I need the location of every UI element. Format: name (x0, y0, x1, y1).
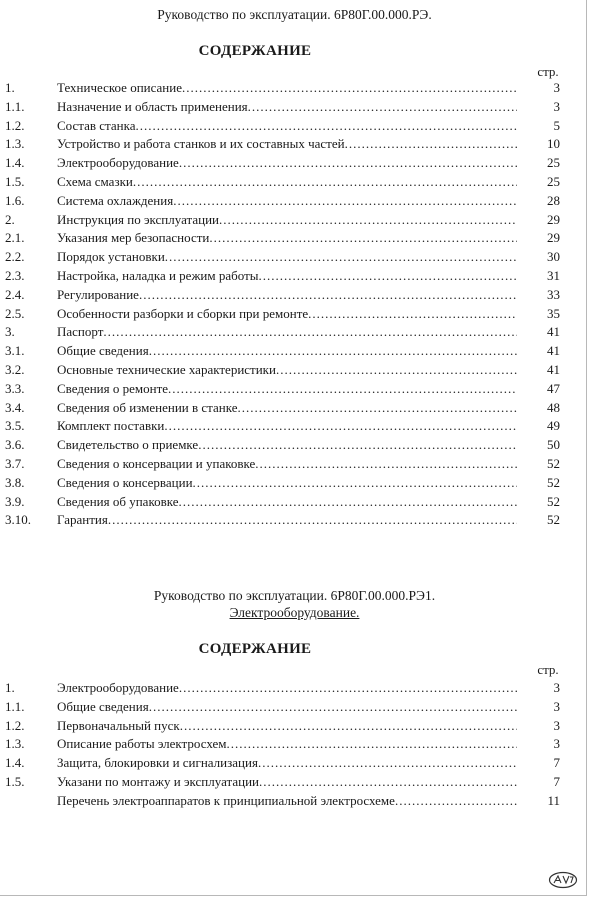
toc-entry-page: 31 (547, 267, 560, 283)
toc-entry-number: 1.4. (5, 755, 25, 771)
contents-heading: СОДЕРЖАНИЕ (198, 43, 312, 59)
toc-entry-number: 1.1. (5, 98, 25, 114)
toc-entry-number: 1.6. (5, 192, 25, 208)
toc-entry-title (57, 361, 517, 380)
toc-entry-page: 48 (547, 399, 560, 415)
toc-entry (0, 173, 589, 192)
toc-entry-title (57, 511, 517, 530)
toc-entry-page: 3 (553, 736, 560, 752)
toc-entry-page: 7 (553, 755, 560, 771)
toc-entry-page: 25 (547, 155, 560, 171)
toc-entry-title-text: Сведения об упаковке (57, 493, 179, 509)
toc-entry-number: 3.6. (5, 437, 25, 453)
toc-entry-title-text: Перечень электроаппаратов к принципиальной электросхеме (57, 792, 395, 808)
toc-entry (0, 305, 589, 324)
toc-entry-number: 2.1. (5, 230, 25, 246)
toc-entry-page: 41 (547, 324, 560, 340)
toc-entry-title (57, 754, 517, 773)
toc-entry-title-text: Комплект поставки (57, 418, 165, 434)
toc-entry-page: 10 (547, 136, 560, 152)
toc-entry-number: 2.2. (5, 249, 25, 265)
toc-entry-title-text: Паспорт (57, 324, 104, 340)
manual-title: Руководство по эксплуатации. 6Р80Г.00.000.РЭ. (157, 7, 432, 22)
toc-entry-title-text: Гарантия (57, 512, 108, 528)
toc-entry (0, 493, 589, 512)
toc-entry-number: 1. (5, 80, 15, 95)
toc-entry (0, 717, 589, 736)
manual-title-electrical: Руководство по эксплуатации. 6Р80Г.00.000.РЭ1. (153, 588, 436, 603)
toc-entry-number: 1.3. (5, 736, 25, 752)
toc-entry-title (57, 698, 517, 717)
toc-entry-page: 30 (547, 249, 560, 265)
toc-entry-title (57, 229, 517, 248)
toc-entry-number: 2.5. (5, 305, 25, 321)
toc-entry-title-text: Инструкция по эксплуатации (57, 211, 219, 227)
toc-entry-title-text: Схема смазки (57, 173, 133, 189)
toc-entry-title-text: Защита, блокировки и сигнализация (57, 755, 258, 771)
toc-entry-title (57, 192, 517, 211)
toc-entry-title (57, 493, 517, 512)
toc-entry-title (57, 717, 517, 736)
toc-entry-page: 3 (553, 717, 560, 733)
toc-entry (0, 117, 589, 136)
toc-entry-number: 1.5. (5, 773, 25, 789)
toc-entry-title-text: Общие сведения (57, 343, 149, 359)
toc-entry (0, 679, 589, 698)
toc-entry-title (57, 735, 517, 754)
toc-entry (0, 436, 589, 455)
toc-entry-title (57, 79, 517, 98)
toc-entry-title-text: Сведения об изменении в станке (57, 399, 238, 415)
toc-entry-title-text: Описание работы электросхем (57, 736, 227, 752)
toc-entry-page: 3 (553, 80, 560, 95)
toc-entry-title-text: Техническое описание (57, 80, 182, 95)
toc-entry (0, 154, 589, 173)
toc-entry-title (57, 773, 517, 792)
toc-entry (0, 79, 589, 98)
toc-entry-page: 11 (547, 792, 560, 808)
toc-entry-page: 52 (547, 474, 560, 490)
toc-entry (0, 792, 589, 811)
toc-entry-number: 1.1. (5, 698, 25, 714)
toc-entry-title (57, 455, 517, 474)
toc-entry-title-text: Электрооборудование (57, 155, 179, 171)
toc-entry-title-text: Система охлаждения (57, 192, 174, 208)
toc-entry-title-text: Указания мер безопасности (57, 230, 210, 246)
toc-entry (0, 474, 589, 493)
toc-entry-number: 3. (5, 324, 15, 340)
toc-entry (0, 211, 589, 230)
toc-entry (0, 192, 589, 211)
toc-entry-number: 1.5. (5, 173, 25, 189)
toc-entry-number: 3.3. (5, 380, 25, 396)
toc-entry-number: 3.8. (5, 474, 25, 490)
toc-entry (0, 399, 589, 418)
toc-entry-title (57, 342, 517, 361)
toc-entry (0, 286, 589, 305)
toc-entry-title (57, 323, 517, 342)
table-of-contents (0, 79, 589, 530)
toc-entry-title-text: Особенности разборки и сборки при ремонте (57, 305, 309, 321)
toc-entry-title (57, 474, 517, 493)
toc-entry-number: 3.1. (5, 343, 25, 359)
toc-entry (0, 511, 589, 530)
toc-entry-title-text: Общие сведения (57, 698, 149, 714)
toc-entry-title (57, 267, 517, 286)
toc-entry-page: 33 (547, 286, 560, 302)
manual-subtitle-electrical: Электрооборудование. (229, 605, 360, 620)
toc-entry-page: 52 (547, 512, 560, 528)
toc-entry-title (57, 173, 517, 192)
toc-entry-number: 2. (5, 211, 15, 227)
toc-entry-page: 5 (553, 117, 560, 133)
toc-entry-title (57, 135, 517, 154)
toc-entry-title-text: Электрооборудование (57, 680, 179, 695)
toc-entry-page: 25 (547, 173, 560, 189)
toc-entry-number: 1. (5, 680, 15, 695)
toc-entry-page: 3 (553, 680, 560, 695)
toc-entry-title-text: Сведения о консервации и упаковке (57, 455, 256, 471)
toc-entry (0, 248, 589, 267)
toc-entry-page: 41 (547, 343, 560, 359)
toc-entry (0, 698, 589, 717)
toc-entry-page: 41 (547, 361, 560, 377)
toc-entry-title (57, 286, 517, 305)
toc-entry-title (57, 117, 517, 136)
toc-entry-title (57, 417, 517, 436)
toc-entry-title-text: Первоначальный пуск (57, 717, 180, 733)
toc-entry-page: 28 (547, 192, 560, 208)
toc-entry-title (57, 211, 517, 230)
toc-entry (0, 98, 589, 117)
toc-entry-number: 3.2. (5, 361, 25, 377)
toc-entry-title-text: Указани по монтажу и эксплуатации (57, 773, 259, 789)
table-of-contents-electrical (0, 679, 589, 811)
toc-entry-title-text: Основные технические характеристики (57, 361, 276, 377)
toc-entry-page: 29 (547, 211, 560, 227)
toc-entry-number: 3.10. (5, 512, 31, 528)
toc-entry-title (57, 98, 517, 117)
toc-entry-number: 2.4. (5, 286, 25, 302)
toc-entry-title (57, 792, 517, 811)
toc-entry-number: 3.4. (5, 399, 25, 415)
toc-entry-title (57, 399, 517, 418)
page-column-label-electrical: стр. (537, 662, 559, 677)
toc-entry (0, 773, 589, 792)
toc-entry-page: 50 (547, 437, 560, 453)
toc-entry-page: 35 (547, 305, 560, 321)
toc-entry-page: 29 (547, 230, 560, 246)
toc-entry-page: 52 (547, 455, 560, 471)
toc-entry-number: 1.2. (5, 717, 25, 733)
toc-entry (0, 342, 589, 361)
toc-entry-title-text: Устройство и работа станков и их составных частей (57, 136, 345, 152)
toc-entry-title (57, 305, 517, 324)
toc-entry (0, 417, 589, 436)
stamp-icon (548, 871, 578, 889)
toc-entry-page: 7 (553, 773, 560, 789)
toc-entry-number: 3.9. (5, 493, 25, 509)
toc-entry-title (57, 154, 517, 173)
toc-entry (0, 135, 589, 154)
page-column-label: стр. (537, 64, 559, 79)
toc-entry (0, 735, 589, 754)
toc-entry-number: 2.3. (5, 267, 25, 283)
toc-entry-page: 47 (547, 380, 560, 396)
toc-entry-number: 3.5. (5, 418, 25, 434)
toc-entry (0, 754, 589, 773)
toc-entry-page: 49 (547, 418, 560, 434)
toc-entry-number: 1.4. (5, 155, 25, 171)
toc-entry-page: 3 (553, 698, 560, 714)
toc-entry-title (57, 436, 517, 455)
toc-entry-number: 1.3. (5, 136, 25, 152)
toc-entry (0, 267, 589, 286)
toc-entry-title-text: Сведения о консервации (57, 474, 193, 490)
toc-entry-title-text: Состав станка (57, 117, 136, 133)
toc-entry-title-text: Порядок установки (57, 249, 165, 265)
toc-entry-title-text: Настройка, наладка и режим работы (57, 267, 259, 283)
toc-entry-title-text: Регулирование (57, 286, 139, 302)
toc-entry-number: 1.2. (5, 117, 25, 133)
toc-entry-title-text: Свидетельство о приемке (57, 437, 199, 453)
toc-entry (0, 229, 589, 248)
toc-entry-title (57, 380, 517, 399)
toc-entry-title (57, 248, 517, 267)
toc-entry-title-text: Сведения о ремонте (57, 380, 169, 396)
toc-entry (0, 323, 589, 342)
toc-entry-page: 52 (547, 493, 560, 509)
toc-entry-title-text: Назначение и область применения (57, 98, 248, 114)
toc-entry-page: 3 (553, 98, 560, 114)
toc-entry-title (57, 679, 517, 698)
toc-entry (0, 455, 589, 474)
contents-heading-electrical: СОДЕРЖАНИЕ (198, 641, 312, 657)
toc-entry (0, 361, 589, 380)
toc-entry (0, 380, 589, 399)
toc-entry-number: 3.7. (5, 455, 25, 471)
